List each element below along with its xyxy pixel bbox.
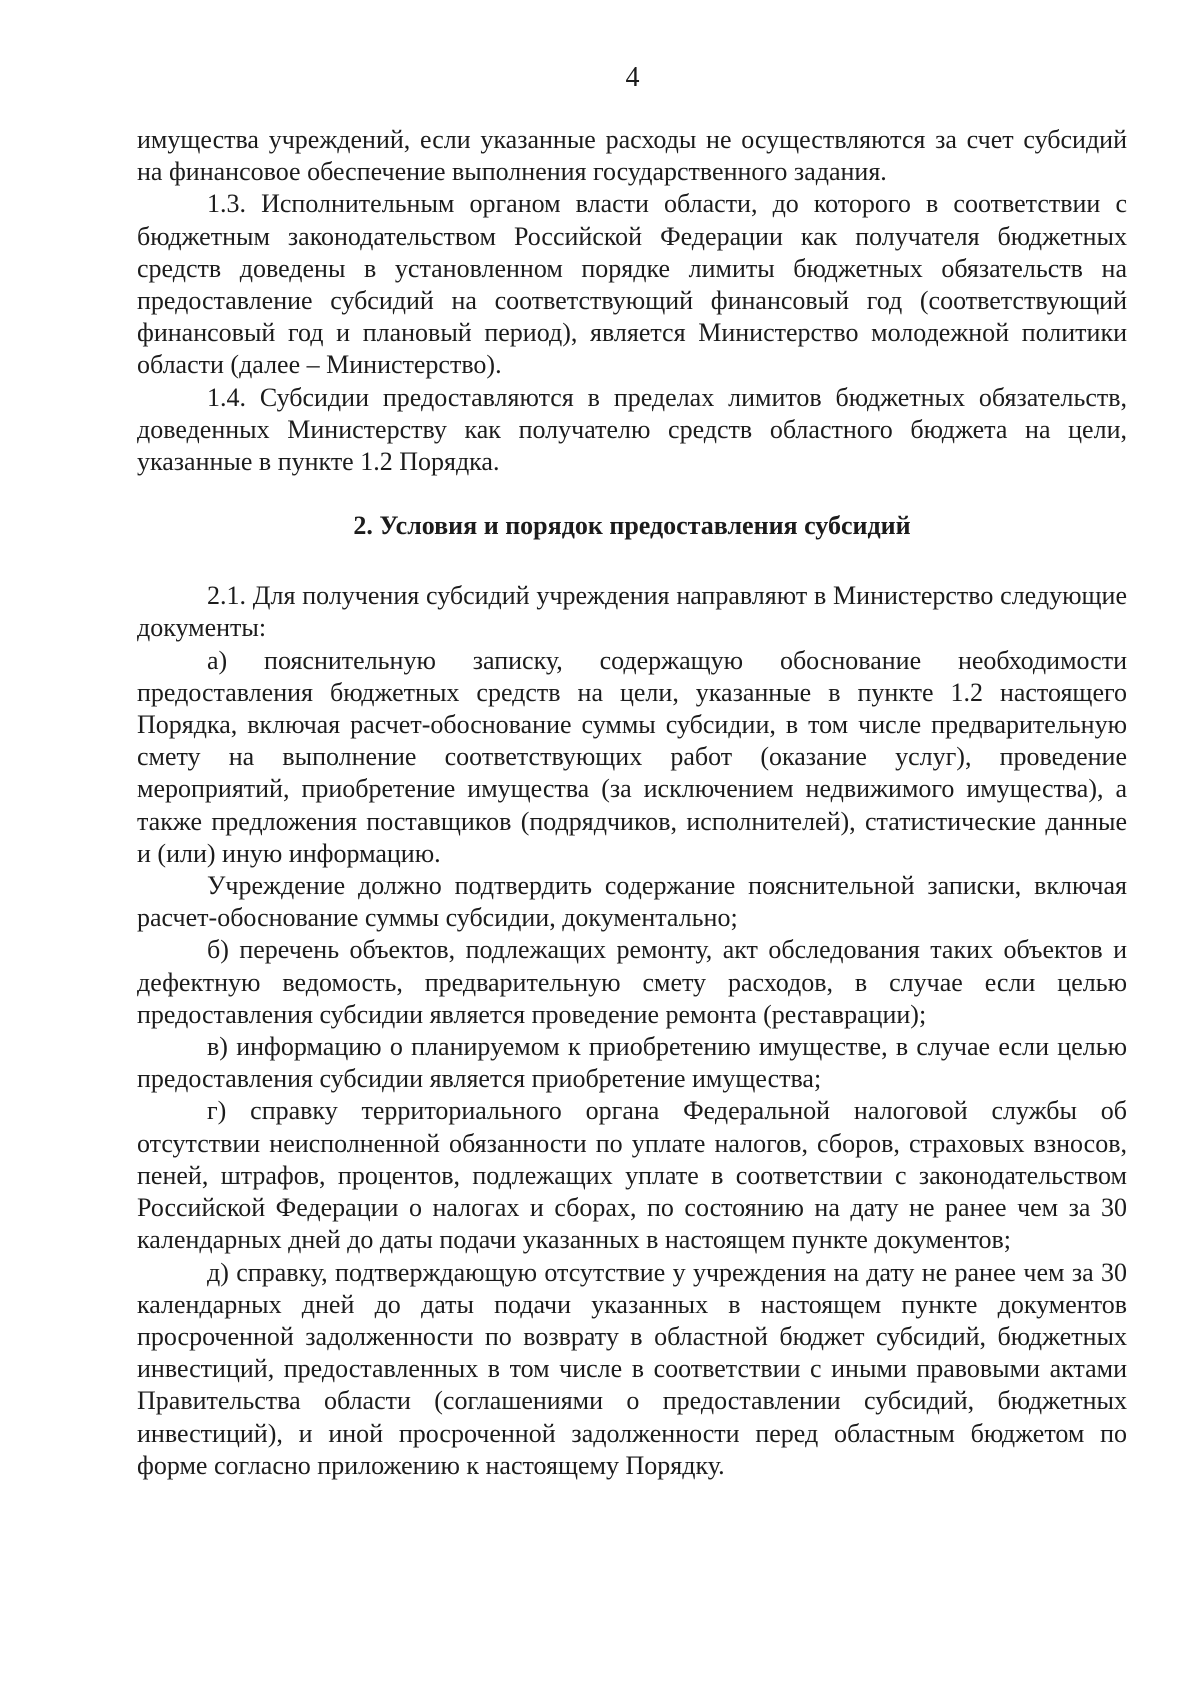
paragraph-continuation: имущества учреждений, если указанные расходы не осуществляются за счет субсидий на финансовое обеспечение выполнения государственного задания. xyxy=(137,125,1127,187)
page-number: 4 xyxy=(625,62,640,93)
section-heading: 2. Условия и порядок предоставления субсидий xyxy=(353,511,911,541)
paragraph-2-1-a: а) пояснительную записку, содержащую обоснование необходимости предоставления бюджетных средств на цели, указанные в пункте 1.2 настоящего Порядка, включая расчет-обоснование суммы субсидии, в том числе предварительную смету на выполнение соответствующих работ (оказание услуг), проведение мероприятий, приобретение имущества (за исключением недвижимого имущества), а также предложения поставщиков (подрядчиков, исполнителей), статистические данные и (или) иную информацию. xyxy=(137,645,1127,868)
paragraph-2-1-d: д) справку, подтверждающую отсутствие у учреждения на дату не ранее чем за 30 календарных дней до даты подачи указанных в настоящем пункте документов просроченной задолженности по возврату в областной бюджет субсидий, бюджетных инвестиций, предоставленных в том числе в соответствии с иными правовыми актами Правительства области (соглашениями о предоставлении субсидий, бюджетных инвестиций), и иной просроченной задолженности перед областным бюджетом по форме согласно приложению к настоящему Порядку. xyxy=(137,1257,1127,1480)
document-body xyxy=(137,124,1127,1482)
paragraph-2-1-v: в) информацию о планируемом к приобретению имуществе, в случае если целью предоставления субсидии является приобретение имущества; xyxy=(137,1032,1127,1094)
paragraph-2-1-a-note: Учреждение должно подтвердить содержание пояснительной записки, включая расчет-обоснование суммы субсидии, документально; xyxy=(137,871,1127,933)
section-2-paragraphs xyxy=(137,580,1127,1482)
section-1-paragraphs xyxy=(137,124,1127,478)
paragraph-2-1: 2.1. Для получения субсидий учреждения направляют в Министерство следующие документы: xyxy=(137,581,1127,643)
paragraph-1-4: 1.4. Субсидии предоставляются в пределах лимитов бюджетных обязательств, доведенных Министерству как получателю средств областного бюджета на цели, указанные в пункте 1.2 Порядка. xyxy=(137,382,1127,477)
paragraph-2-1-b: б) перечень объектов, подлежащих ремонту, акт обследования таких объектов и дефектную ведомость, предварительную смету расходов, в случае если целью предоставления субсидии является проведение ремонта (реставрации); xyxy=(137,935,1127,1029)
paragraph-2-1-g: г) справку территориального органа Федеральной налоговой службы об отсутствии неисполненной обязанности по уплате налогов, сборов, страховых взносов, пеней, штрафов, процентов, подлежащих уплате в соответствии с законодательством Российской Федерации о налогах и сборах, по состоянию на дату не ранее чем за 30 календарных дней до даты подачи указанных в настоящем пункте документов; xyxy=(137,1096,1127,1255)
paragraph-1-3: 1.3. Исполнительным органом власти области, до которого в соответствии с бюджетным законодательством Российской Федерации как получателя бюджетных средств доведены в установленном порядке лимиты бюджетных обязательств на предоставление субсидий на соответствующий финансовый год (соответствующий финансовый год и плановый период), является Министерство молодежной политики области (далее – Министерство). xyxy=(137,189,1127,380)
